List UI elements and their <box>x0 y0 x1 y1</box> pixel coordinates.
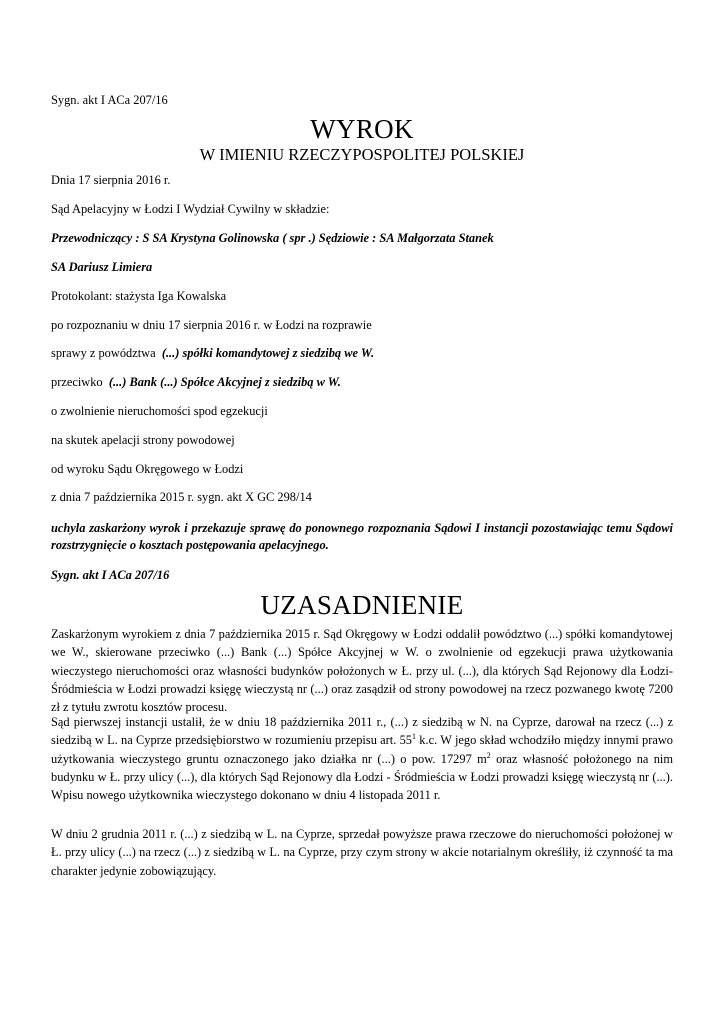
judgment-date: Dnia 17 sierpnia 2016 r. <box>51 173 171 187</box>
ruling-text: uchyla zaskarżony wyrok i przekazuje sprawę do ponownego rozpoznania Sądowi I instancji pozostawiając temu Sądowi rozstrzygnięcie o kosztach postępowania apelacyjnego. <box>51 521 673 552</box>
appealed-judgment-date: z dnia 7 października 2015 r. sygn. akt X GC 298/14 <box>51 490 312 504</box>
justification-paragraph-1: Zaskarżonym wyrokiem z dnia 7 października 2015 r. Sąd Okręgowy w Łodzi oddalił powództwo (...) spółki komandytowej we W., skierowane przeciwko (...) Bank (...) Spółce Akcyjnej w W. o zwolnienie od egzekucji prawa użytkowania wieczystego nieruchomości oraz własności budynków położonych w Ł. przy ul. (...), dla których Sąd Rejonowy dla Łodzi-Śródmieścia w Łodzi prowadzi księgę wieczystą nr (...) oraz zasądził od strony powodowej na rzecz pozwanego kwotę 7200 zł z tytułu zwrotu kosztów procesu. <box>51 627 673 715</box>
justification-paragraph-3: W dniu 2 grudnia 2011 r. (...) z siedzibą w L. na Cyprze, sprzedał powyższe prawa rzeczowe do nieruchomości położonej w Ł. przy ulicy (...) na rzecz (...) z siedzibą w L. na Cyprze, przy czym strony w akcie notarialnym określiły, iż czynność ta ma charakter jedynie zobowiązujący. <box>51 827 673 878</box>
plaintiff-name: (...) spółki komandytowej z siedzibą we W. <box>161 346 375 360</box>
appealed-judgment: od wyroku Sądu Okręgowego w Łodzi <box>51 462 244 476</box>
plaintiff-line <box>51 346 374 361</box>
article-superscript: 1 <box>412 732 416 742</box>
hearing-info: po rozpoznaniu w dniu 17 sierpnia 2016 r. w Łodzi na rozprawie <box>51 318 372 332</box>
case-reference-bottom: Sygn. akt I ACa 207/16 <box>51 568 170 582</box>
court-clerk: Protokolant: stażysta Iga Kowalska <box>51 289 227 303</box>
panel-judges: Przewodniczący : S SA Krystyna Golinowska ( spr .) Sędziowie : SA Małgorzata Stanek <box>51 231 494 245</box>
case-reference-top: Sygn. akt I ACa 207/16 <box>51 93 168 107</box>
paragraph-2-text-3: oraz własność położonego na nim budynku w Ł. przy ulicy (...), dla których Sąd Rejonowy dla Łodzi - Śródmieścia w Łodzi prowadzi księgę wieczystą nr (...). Wpisu nowego użytkownika wieczystego dokonano w dniu 4 listopada 2011 r. <box>51 751 674 803</box>
defendant-prefix: przeciwko <box>51 375 103 389</box>
paragraph-2-text-1: Sąd pierwszej instancji ustalił, że w dniu 18 października 2011 r., (...) z siedzibą w N. na Cyprze, darował na rzecz (...) z siedzibą w L. na Cyprze przedsiębiorstwo w rozumieniu przepisu art. 55 <box>51 715 673 748</box>
plaintiff-prefix: sprawy z powództwa <box>51 346 156 360</box>
defendant-name: (...) Bank (...) Spółce Akcyjnej z siedzibą w W. <box>108 375 341 389</box>
justification-title: UZASADNIENIE <box>260 590 464 620</box>
appeal-info: na skutek apelacji strony powodowej <box>51 433 235 447</box>
case-subject: o zwolnienie nieruchomości spod egzekucji <box>51 404 268 418</box>
defendant-line <box>51 375 341 390</box>
panel-judge-additional: SA Dariusz Limiera <box>51 260 153 274</box>
judgment-title: WYROK <box>310 114 414 144</box>
area-unit-superscript: 2 <box>486 750 491 760</box>
judgment-subtitle: W IMIENIU RZECZYPOSPOLITEJ POLSKIEJ <box>199 145 525 164</box>
paragraph-2-text-2: k.c. W jego skład wchodziło między innymi prawo użytkowania wieczystego gruntu oznaczonego jako działka nr (...) o pow. 17297 m <box>51 733 673 766</box>
court-composition: Sąd Apelacyjny w Łodzi I Wydział Cywilny w składzie: <box>51 202 330 216</box>
justification-paragraph-2 <box>51 713 673 804</box>
